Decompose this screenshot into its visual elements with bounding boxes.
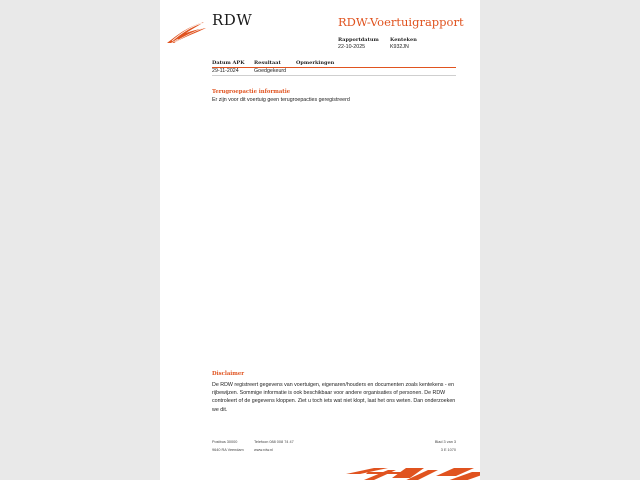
- document-title: RDW-Voertuigrapport: [338, 15, 464, 29]
- report-page: [160, 0, 480, 480]
- plate-value: K932JN: [390, 44, 409, 50]
- disclaimer-line: rijbewijzen. Sommige informatie is ook beschikbaar voor andere organisaties of personen. De RDW: [212, 390, 446, 397]
- disclaimer-text: [212, 381, 462, 414]
- plate-label: Kenteken: [390, 37, 417, 43]
- apk-date-cell: 29-11-2024: [212, 68, 239, 74]
- disclaimer-title: Disclaimer: [212, 371, 245, 377]
- footer-phone: Telefoon 088 008 74 47: [254, 440, 294, 444]
- apk-result-header: Resultaat: [254, 60, 281, 66]
- footer-page-number: Blad 3 van 3: [434, 440, 456, 444]
- apk-result-cell: Goedgekeurd: [254, 68, 287, 74]
- footer-postbus: Postbus 30000: [212, 440, 238, 444]
- decorative-stripes-icon: [344, 464, 480, 480]
- recalls-title: Terugroepactie informatie: [212, 89, 291, 95]
- rdw-logo-icon: [166, 16, 208, 46]
- apk-remarks-header: Opmerkingen: [296, 60, 335, 66]
- footer-city: 9640 RA Veendam: [212, 448, 244, 452]
- recalls-text: Er zijn voor dit voertuig geen terugroepacties geregistreerd: [212, 97, 350, 103]
- disclaimer-line: we dit.: [212, 406, 228, 413]
- footer-doc-code: 3 E 1070: [440, 448, 456, 452]
- brand-name: RDW: [212, 11, 253, 29]
- disclaimer-line: controleert of de gegevens kloppen. Ziet u toch iets wat niet klopt, laat het ons weten. Dan onderzoeken: [212, 398, 456, 405]
- footer-website[interactable]: www.rdw.nl: [254, 448, 273, 452]
- disclaimer-line: De RDW registreert gegevens van voertuigen, eigenaren/houders en documenten zoals kentekens - en: [212, 382, 455, 388]
- table-header-rule: [212, 67, 456, 68]
- table-row-rule: [212, 75, 456, 76]
- apk-date-header: Datum APK: [212, 60, 245, 66]
- report-date-value: 22-10-2025: [338, 44, 366, 50]
- report-date-label: Rapportdatum: [338, 37, 379, 43]
